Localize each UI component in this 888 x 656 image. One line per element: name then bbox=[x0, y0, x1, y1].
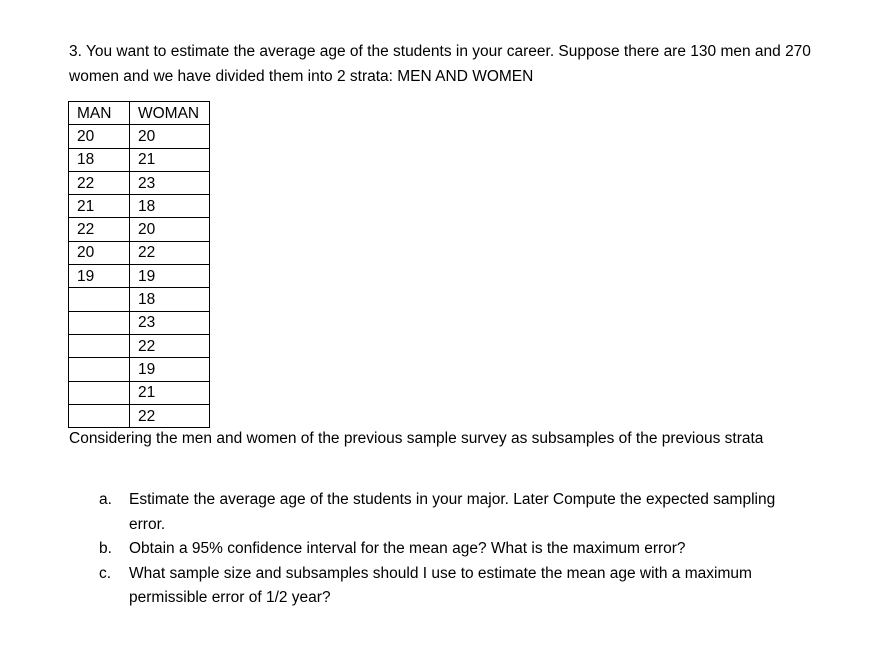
table-row bbox=[69, 125, 210, 148]
cell-woman: 21 bbox=[130, 148, 210, 171]
cell-woman: 20 bbox=[130, 125, 210, 148]
cell-man: 22 bbox=[69, 218, 130, 241]
cell-woman: 22 bbox=[130, 334, 210, 357]
cell-man: 18 bbox=[69, 148, 130, 171]
table-row bbox=[69, 358, 210, 381]
considering-text: Considering the men and women of the previous sample survey as subsamples of the previous strata bbox=[69, 430, 764, 447]
cell-man: 22 bbox=[69, 171, 130, 194]
table-row bbox=[69, 195, 210, 218]
cell-woman: 19 bbox=[130, 265, 210, 288]
cell-woman: 22 bbox=[130, 241, 210, 264]
cell-woman: 18 bbox=[130, 288, 210, 311]
table-row bbox=[69, 288, 210, 311]
cell-woman: 22 bbox=[130, 404, 210, 427]
cell-man bbox=[69, 404, 130, 427]
task-text: What sample size and subsamples should I use to estimate the mean age with a maximum permissible error of 1/2 year? bbox=[129, 564, 752, 606]
task-item-a bbox=[69, 488, 829, 537]
task-marker: b. bbox=[99, 540, 112, 557]
task-text: Estimate the average age of the students in your major. Later Compute the expected sampling error. bbox=[129, 491, 776, 533]
table-row bbox=[69, 334, 210, 357]
task-list bbox=[69, 488, 829, 611]
cell-man bbox=[69, 288, 130, 311]
task-marker: a. bbox=[99, 491, 112, 508]
cell-man: 19 bbox=[69, 265, 130, 288]
cell-man: 20 bbox=[69, 241, 130, 264]
cell-man bbox=[69, 334, 130, 357]
cell-woman: 19 bbox=[130, 358, 210, 381]
table-row bbox=[69, 148, 210, 171]
table-row bbox=[69, 311, 210, 334]
cell-man: 21 bbox=[69, 195, 130, 218]
table-row bbox=[69, 381, 210, 404]
cell-woman: 21 bbox=[130, 381, 210, 404]
header-man: MAN bbox=[69, 102, 130, 125]
table-row bbox=[69, 171, 210, 194]
task-item-c bbox=[69, 562, 829, 611]
table-row bbox=[69, 218, 210, 241]
task-marker: c. bbox=[99, 564, 112, 582]
cell-woman: 20 bbox=[130, 218, 210, 241]
cell-woman: 23 bbox=[130, 311, 210, 334]
task-text: Obtain a 95% confidence interval for the mean age? What is the maximum error? bbox=[129, 540, 686, 557]
cell-man bbox=[69, 311, 130, 334]
cell-man bbox=[69, 381, 130, 404]
age-table bbox=[68, 101, 210, 428]
header-woman: WOMAN bbox=[130, 102, 210, 125]
table-header-row bbox=[69, 102, 210, 125]
table-row bbox=[69, 404, 210, 427]
cell-man bbox=[69, 358, 130, 381]
question-text: 3. You want to estimate the average age of the students in your career. Suppose there are 130 men and 270 women and we have divided them into 2 strata: MEN AND WOMEN bbox=[69, 43, 811, 85]
cell-woman: 18 bbox=[130, 195, 210, 218]
table-row bbox=[69, 241, 210, 264]
table-row bbox=[69, 265, 210, 288]
cell-woman: 23 bbox=[130, 171, 210, 194]
cell-man: 20 bbox=[69, 125, 130, 148]
task-item-b bbox=[69, 537, 829, 562]
